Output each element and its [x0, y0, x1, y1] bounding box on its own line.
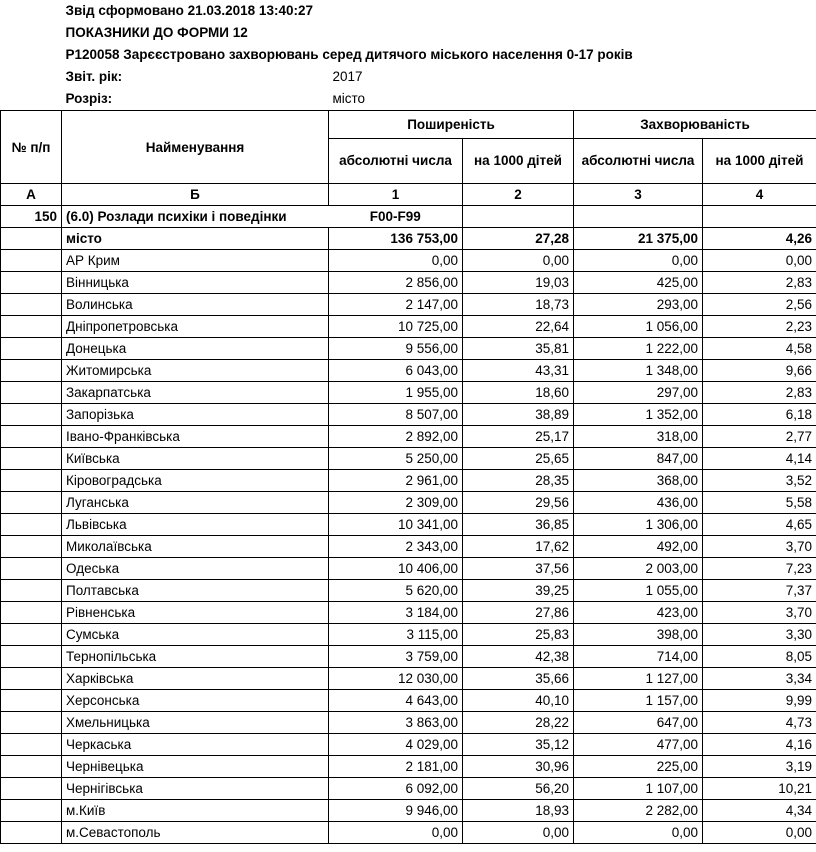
- prev-per-cell: 18,60: [463, 382, 574, 404]
- total-prev-abs: 136 753,00: [329, 228, 463, 250]
- region-name: м.Київ: [62, 800, 329, 822]
- prev-abs-cell: 3 115,00: [329, 624, 463, 646]
- inc-abs-cell: 423,00: [574, 602, 703, 624]
- table-row: [1, 756, 816, 778]
- prev-abs-cell: 0,00: [329, 822, 463, 844]
- inc-abs-cell: 2 003,00: [574, 558, 703, 580]
- inc-abs-cell: 1 306,00: [574, 514, 703, 536]
- inc-abs-cell: 1 055,00: [574, 580, 703, 602]
- header-inc-per1000: на 1000 дітей: [703, 139, 816, 184]
- inc-per-cell: 4,16: [703, 734, 816, 756]
- inc-abs-cell: 2 282,00: [574, 800, 703, 822]
- table-row: [1, 492, 816, 514]
- row-num: [1, 778, 62, 800]
- header-name: Найменування: [62, 111, 329, 184]
- row-num: [1, 382, 62, 404]
- inc-per-cell: 4,34: [703, 800, 816, 822]
- table-row: [1, 602, 816, 624]
- form-title: ПОКАЗНИКИ ДО ФОРМИ 12: [65, 25, 248, 40]
- region-name: Житомирська: [62, 360, 329, 382]
- table-row: [1, 250, 816, 272]
- table-row: [1, 668, 816, 690]
- prev-abs-cell: 2 892,00: [329, 426, 463, 448]
- generated-timestamp: Звід сформовано 21.03.2018 13:40:27: [65, 3, 313, 18]
- region-name: Івано-Франківська: [62, 426, 329, 448]
- row-num: [1, 624, 62, 646]
- prev-abs-cell: 4 643,00: [329, 690, 463, 712]
- inc-abs-cell: 647,00: [574, 712, 703, 734]
- prev-per-cell: 36,85: [463, 514, 574, 536]
- inc-abs-cell: 398,00: [574, 624, 703, 646]
- prev-abs-cell: 1 955,00: [329, 382, 463, 404]
- prev-per-cell: 0,00: [463, 822, 574, 844]
- row-num: [1, 360, 62, 382]
- header-prevalence: Поширеність: [329, 111, 574, 139]
- inc-per-cell: 2,77: [703, 426, 816, 448]
- prev-abs-cell: 10 406,00: [329, 558, 463, 580]
- region-name: м.Севастополь: [62, 822, 329, 844]
- indicator-title: Р120058 Зарєєстровано захворювань серед дитячого міського населення 0-17 років: [65, 47, 633, 62]
- inc-per-cell: 3,70: [703, 536, 816, 558]
- inc-per-cell: 3,19: [703, 756, 816, 778]
- row-num: [1, 602, 62, 624]
- row-num: [1, 668, 62, 690]
- inc-abs-cell: 1 222,00: [574, 338, 703, 360]
- inc-abs-cell: 436,00: [574, 492, 703, 514]
- prev-abs-cell: 10 725,00: [329, 316, 463, 338]
- inc-per-cell: 10,21: [703, 778, 816, 800]
- section-label: Розріз:: [65, 91, 113, 106]
- region-name: Полтавська: [62, 580, 329, 602]
- row-num: [1, 514, 62, 536]
- row-num: [1, 734, 62, 756]
- header-col-1: 1: [329, 184, 463, 206]
- inc-per-cell: 9,99: [703, 690, 816, 712]
- inc-per-cell: 4,58: [703, 338, 816, 360]
- inc-per-cell: 4,14: [703, 448, 816, 470]
- prev-abs-cell: 2 181,00: [329, 756, 463, 778]
- prev-per-cell: 27,86: [463, 602, 574, 624]
- header-col-2: 2: [463, 184, 574, 206]
- inc-abs-cell: 318,00: [574, 426, 703, 448]
- inc-per-cell: 7,37: [703, 580, 816, 602]
- row-num: [1, 800, 62, 822]
- inc-per-cell: 9,66: [703, 360, 816, 382]
- inc-abs-cell: 1 157,00: [574, 690, 703, 712]
- prev-per-cell: 25,17: [463, 426, 574, 448]
- inc-abs-cell: 1 348,00: [574, 360, 703, 382]
- prev-per-cell: 35,66: [463, 668, 574, 690]
- inc-abs-cell: 0,00: [574, 822, 703, 844]
- row-num: [1, 536, 62, 558]
- total-inc-abs: 21 375,00: [574, 228, 703, 250]
- row-num: [1, 250, 62, 272]
- region-name: Черкаська: [62, 734, 329, 756]
- row-num: [1, 712, 62, 734]
- region-name: Львівська: [62, 514, 329, 536]
- section-code: F00-F99: [329, 206, 463, 228]
- table-row: [1, 514, 816, 536]
- header-col-b: Б: [62, 184, 329, 206]
- inc-per-cell: 2,23: [703, 316, 816, 338]
- year-value: 2017: [332, 69, 363, 84]
- row-num: [1, 404, 62, 426]
- table-row: [1, 382, 816, 404]
- table-row: [1, 822, 816, 844]
- table-row: [1, 536, 816, 558]
- table-row: [1, 800, 816, 822]
- prev-abs-cell: 0,00: [329, 250, 463, 272]
- header-inc-absolute: абсолютні числа: [574, 139, 703, 184]
- prev-abs-cell: 3 863,00: [329, 712, 463, 734]
- prev-abs-cell: 2 343,00: [329, 536, 463, 558]
- table-row: [1, 470, 816, 492]
- table-row: [1, 448, 816, 470]
- prev-abs-cell: 9 946,00: [329, 800, 463, 822]
- row-num: [1, 756, 62, 778]
- table-row: [1, 624, 816, 646]
- table-row: [1, 426, 816, 448]
- region-name: Дніпропетровська: [62, 316, 329, 338]
- region-name: Закарпатська: [62, 382, 329, 404]
- prev-abs-cell: 6 043,00: [329, 360, 463, 382]
- region-name: Сумська: [62, 624, 329, 646]
- prev-per-cell: 38,89: [463, 404, 574, 426]
- row-num: [1, 316, 62, 338]
- row-num: [1, 448, 62, 470]
- inc-abs-cell: 492,00: [574, 536, 703, 558]
- inc-abs-cell: 368,00: [574, 470, 703, 492]
- section-num: 150: [1, 206, 62, 228]
- table-row: [1, 316, 816, 338]
- total-prev-per: 27,28: [463, 228, 574, 250]
- prev-abs-cell: 10 341,00: [329, 514, 463, 536]
- region-name: Харківська: [62, 668, 329, 690]
- inc-abs-cell: 425,00: [574, 272, 703, 294]
- table-row: [1, 558, 816, 580]
- table-row: [1, 646, 816, 668]
- inc-abs-cell: 477,00: [574, 734, 703, 756]
- prev-per-cell: 25,83: [463, 624, 574, 646]
- table-row: [1, 272, 816, 294]
- prev-per-cell: 39,25: [463, 580, 574, 602]
- prev-abs-cell: 3 184,00: [329, 602, 463, 624]
- table-row: [1, 580, 816, 602]
- prev-per-cell: 56,20: [463, 778, 574, 800]
- prev-per-cell: 35,12: [463, 734, 574, 756]
- prev-per-cell: 35,81: [463, 338, 574, 360]
- table-row: [1, 294, 816, 316]
- table-row: [1, 712, 816, 734]
- inc-per-cell: 2,56: [703, 294, 816, 316]
- prev-per-cell: 19,03: [463, 272, 574, 294]
- prev-abs-cell: 8 507,00: [329, 404, 463, 426]
- region-name: Хмельницька: [62, 712, 329, 734]
- header-col-4: 4: [703, 184, 816, 206]
- prev-abs-cell: 6 092,00: [329, 778, 463, 800]
- prev-per-cell: 28,35: [463, 470, 574, 492]
- region-name: Волинська: [62, 294, 329, 316]
- prev-per-cell: 28,22: [463, 712, 574, 734]
- region-name: Вінницька: [62, 272, 329, 294]
- inc-per-cell: 8,05: [703, 646, 816, 668]
- inc-per-cell: 0,00: [703, 250, 816, 272]
- inc-abs-cell: 0,00: [574, 250, 703, 272]
- header-col-a: А: [1, 184, 62, 206]
- prev-per-cell: 25,65: [463, 448, 574, 470]
- prev-abs-cell: 2 147,00: [329, 294, 463, 316]
- region-name: Кіровоградська: [62, 470, 329, 492]
- inc-per-cell: 4,65: [703, 514, 816, 536]
- region-name: Рівненська: [62, 602, 329, 624]
- header-col-3: 3: [574, 184, 703, 206]
- header-prev-absolute: абсолютні числа: [329, 139, 463, 184]
- row-num: [1, 558, 62, 580]
- row-num: [1, 646, 62, 668]
- prev-per-cell: 37,56: [463, 558, 574, 580]
- table-row: [1, 360, 816, 382]
- inc-per-cell: 3,30: [703, 624, 816, 646]
- prev-per-cell: 18,93: [463, 800, 574, 822]
- region-name: Миколаївська: [62, 536, 329, 558]
- inc-per-cell: 4,73: [703, 712, 816, 734]
- prev-abs-cell: 2 309,00: [329, 492, 463, 514]
- region-name: Одеська: [62, 558, 329, 580]
- prev-per-cell: 30,96: [463, 756, 574, 778]
- inc-abs-cell: 1 127,00: [574, 668, 703, 690]
- table-row: [1, 778, 816, 800]
- region-name: Чернігівська: [62, 778, 329, 800]
- inc-abs-cell: 297,00: [574, 382, 703, 404]
- inc-abs-cell: 847,00: [574, 448, 703, 470]
- section-value: місто: [332, 91, 366, 106]
- inc-abs-cell: 714,00: [574, 646, 703, 668]
- table-row: [1, 338, 816, 360]
- inc-per-cell: 3,52: [703, 470, 816, 492]
- inc-per-cell: 3,34: [703, 668, 816, 690]
- row-num: [1, 426, 62, 448]
- prev-per-cell: 18,73: [463, 294, 574, 316]
- row-num: [1, 822, 62, 844]
- region-name: Київська: [62, 448, 329, 470]
- table-row: [1, 690, 816, 712]
- total-inc-per: 4,26: [703, 228, 816, 250]
- row-num: [1, 272, 62, 294]
- header-incidence: Захворюваність: [574, 111, 816, 139]
- inc-abs-cell: 1 056,00: [574, 316, 703, 338]
- prev-abs-cell: 2 856,00: [329, 272, 463, 294]
- prev-abs-cell: 12 030,00: [329, 668, 463, 690]
- prev-per-cell: 43,31: [463, 360, 574, 382]
- year-label: Звіт. рік:: [65, 69, 123, 84]
- table-row: [1, 404, 816, 426]
- inc-per-cell: 0,00: [703, 822, 816, 844]
- total-row: [1, 228, 816, 250]
- row-num: [1, 492, 62, 514]
- row-num: [1, 338, 62, 360]
- prev-per-cell: 40,10: [463, 690, 574, 712]
- prev-per-cell: 0,00: [463, 250, 574, 272]
- inc-per-cell: 2,83: [703, 382, 816, 404]
- inc-abs-cell: 1 352,00: [574, 404, 703, 426]
- inc-per-cell: 7,23: [703, 558, 816, 580]
- table-row: [1, 734, 816, 756]
- prev-per-cell: 42,38: [463, 646, 574, 668]
- row-num: [1, 470, 62, 492]
- prev-per-cell: 29,56: [463, 492, 574, 514]
- header-num: № п/п: [1, 111, 62, 184]
- row-num: [1, 580, 62, 602]
- prev-abs-cell: 9 556,00: [329, 338, 463, 360]
- prev-per-cell: 17,62: [463, 536, 574, 558]
- prev-per-cell: 22,64: [463, 316, 574, 338]
- inc-per-cell: 5,58: [703, 492, 816, 514]
- inc-abs-cell: 1 107,00: [574, 778, 703, 800]
- row-num: [1, 294, 62, 316]
- region-name: Херсонська: [62, 690, 329, 712]
- prev-abs-cell: 3 759,00: [329, 646, 463, 668]
- section-name: (6.0) Розлади психіки і поведінки: [62, 206, 329, 228]
- region-name: Донецька: [62, 338, 329, 360]
- prev-abs-cell: 5 250,00: [329, 448, 463, 470]
- prev-abs-cell: 2 961,00: [329, 470, 463, 492]
- region-name: АР Крим: [62, 250, 329, 272]
- header-prev-per1000: на 1000 дітей: [463, 139, 574, 184]
- inc-abs-cell: 225,00: [574, 756, 703, 778]
- prev-abs-cell: 4 029,00: [329, 734, 463, 756]
- region-name: Запорізька: [62, 404, 329, 426]
- inc-per-cell: 6,18: [703, 404, 816, 426]
- region-name: Чернівецька: [62, 756, 329, 778]
- inc-abs-cell: 293,00: [574, 294, 703, 316]
- prev-abs-cell: 5 620,00: [329, 580, 463, 602]
- region-name: Тернопільська: [62, 646, 329, 668]
- region-name: Луганська: [62, 492, 329, 514]
- inc-per-cell: 3,70: [703, 602, 816, 624]
- row-num: [1, 690, 62, 712]
- inc-per-cell: 2,83: [703, 272, 816, 294]
- total-name: місто: [62, 228, 329, 250]
